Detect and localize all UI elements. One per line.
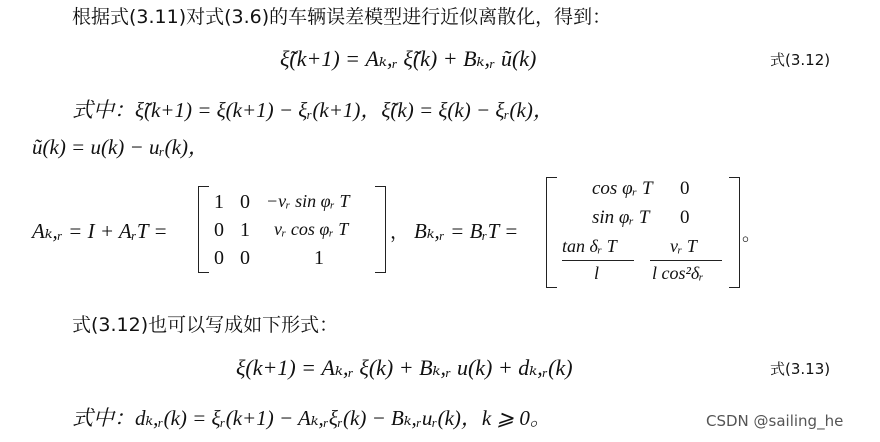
matrix-b-cell-r2c1: sin φᵣ T	[592, 207, 650, 228]
equation-3-13-label: 式(3.13)	[770, 360, 831, 378]
matrix-b-lhs: Bₖ,ᵣ = BᵣT =	[414, 219, 519, 243]
matrix-b-end-period: 。	[742, 223, 762, 245]
matrix-a-cell-r3c2: 0	[240, 247, 250, 269]
also-text: 式(3.12)也可以写成如下形式：	[72, 314, 339, 336]
matrix-a-left-bracket	[198, 186, 209, 273]
matrix-a-cell-r3c3: 1	[314, 247, 324, 269]
matrix-a-cell-r1c3: −vᵣ sin φᵣ T	[266, 191, 350, 211]
intro-text: 根据式(3.11)对式(3.6)的车辆误差模型进行近似离散化，得到：	[72, 6, 612, 28]
watermark: CSDN @sailing_he	[706, 412, 844, 430]
definition-line-2: ũ(k) = u(k) − uᵣ(k)，	[32, 135, 209, 159]
matrix-a-cell-r3c1: 0	[214, 247, 224, 269]
matrix-a-lhs: Aₖ,ᵣ = I + AᵣT =	[32, 219, 168, 243]
matrix-a-cell-r2c3: vᵣ cos φᵣ T	[274, 219, 349, 239]
equation-3-12: ξ̃(k+1) = Aₖ,ᵣ ξ̃(k) + Bₖ,ᵣ ũ(k)	[280, 46, 537, 71]
matrix-b-frac1-denominator: l	[594, 263, 600, 283]
equation-3-12-label: 式(3.12)	[770, 51, 831, 69]
matrix-b-frac1-numerator: tan δᵣ T	[562, 236, 617, 256]
matrix-b-right-bracket	[729, 177, 740, 288]
matrix-b-frac2-numerator: vᵣ T	[670, 236, 697, 256]
matrix-a	[198, 186, 386, 274]
matrix-b-frac2-bar	[650, 260, 722, 261]
matrix-a-cell-r2c2: 1	[240, 219, 250, 241]
matrix-a-right-bracket	[375, 186, 386, 273]
matrix-b-frac2-denominator: l cos²δᵣ	[652, 263, 704, 283]
matrix-a-cell-r2c1: 0	[214, 219, 224, 241]
matrix-b-cell-r1c1: cos φᵣ T	[592, 178, 653, 199]
matrix-b-cell-r2c2: 0	[680, 207, 690, 228]
matrix-a-cell-r1c1: 1	[214, 191, 224, 213]
matrix-b-cell-r1c2: 0	[680, 178, 690, 199]
matrix-separator: ，	[390, 221, 410, 243]
matrix-b-frac1-bar	[562, 260, 634, 261]
matrix-b-left-bracket	[546, 177, 557, 288]
matrix-b	[546, 177, 740, 289]
definition-line-1: 式中：ξ̃(k+1) = ξ(k+1) − ξᵣ(k+1)，ξ̃(k) = ξ(k) − ξᵣ(k)，	[72, 98, 554, 122]
matrix-a-cell-r1c2: 0	[240, 191, 250, 213]
definition-line-3: 式中：dₖ,ᵣ(k) = ξᵣ(k+1) − Aₖ,ᵣξᵣ(k) − Bₖ,ᵣuᵣ(k)，k ⩾ 0。	[72, 406, 551, 430]
equation-3-13: ξ(k+1) = Aₖ,ᵣ ξ(k) + Bₖ,ᵣ u(k) + dₖ,ᵣ(k)	[236, 355, 573, 380]
